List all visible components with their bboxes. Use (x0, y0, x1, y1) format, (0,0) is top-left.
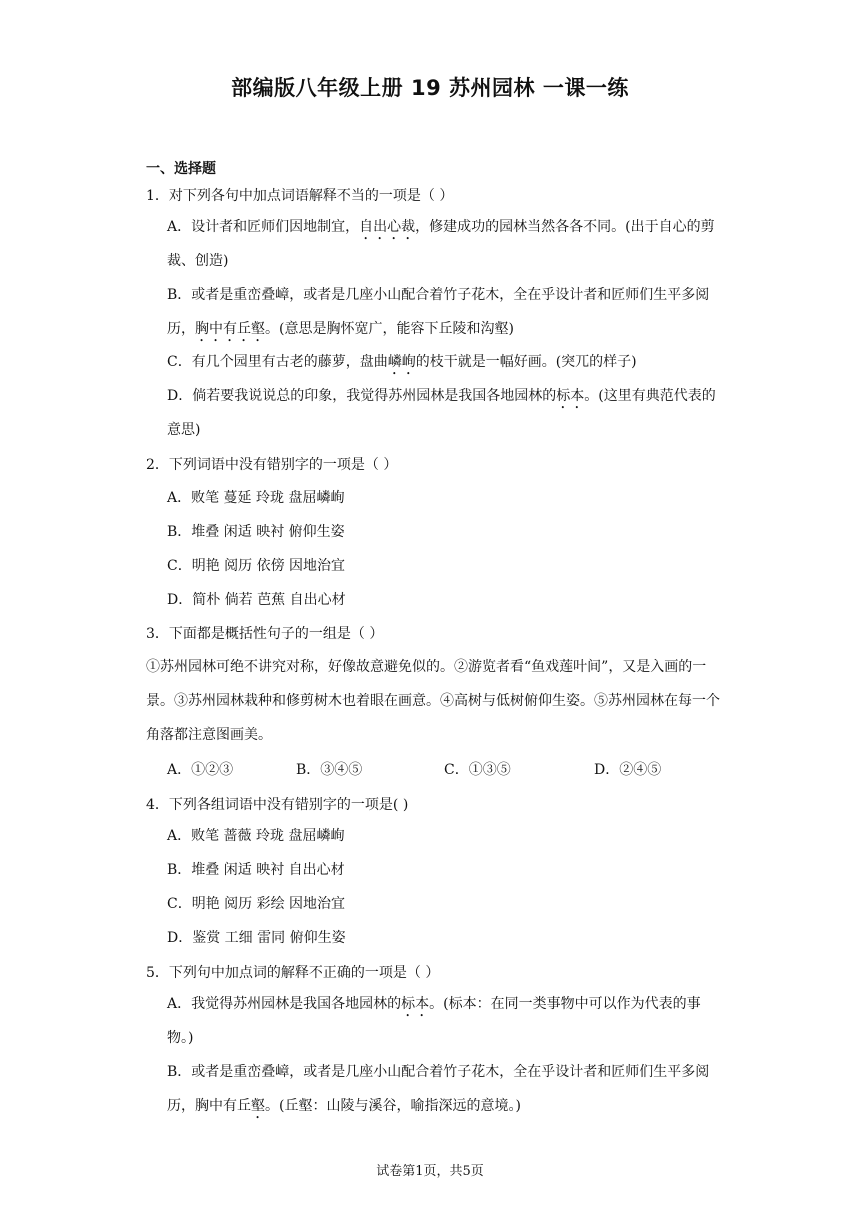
option-text: 。(意思是胸怀宽广，能容下丘陵和沟壑) (265, 321, 514, 337)
option-text: A．我觉得苏州园林是我国各地园林的 (167, 996, 402, 1012)
question-3-option-a: A．①②③ (167, 762, 234, 778)
question-1-stem: 1．对下列各句中加点词语解释不当的一项是（ ） (146, 188, 454, 204)
option-text: 的枝干就是一幅好画。(突兀的样子) (415, 354, 637, 370)
question-3-option-d: D．②④⑤ (594, 762, 662, 778)
question-3-option-b: B．③④⑤ (296, 762, 363, 778)
question-4-option-c: C．明艳 阅历 彩绘 因地治宜 (167, 896, 346, 912)
option-text: C．有几个园里有古老的藤萝，盘曲 (167, 354, 388, 370)
page-title: 部编版八年级上册 19 苏州园林 一课一练 (231, 76, 629, 100)
question-1-option-c (167, 345, 727, 379)
emphasized-word: 标本 (556, 388, 585, 404)
question-2-option-c: C．明艳 阅历 依傍 因地治宜 (167, 558, 346, 574)
question-2-option-b: B．堆叠 闲适 映衬 俯仰生姿 (167, 524, 345, 540)
question-4-option-a: A．败笔 蔷薇 玲珑 盘屈嶙峋 (167, 828, 345, 844)
option-text: D．倘若要我说说总的印象，我觉得苏州园林是我国各地园林的 (167, 388, 557, 404)
question-3-stem: 3．下面都是概括性句子的一组是（ ） (146, 626, 384, 642)
question-5-option-a (167, 987, 727, 1055)
option-text: 。(标本：在同一类事物中可以作为代表的事物。) (167, 996, 701, 1046)
option-text: B．或者是重峦叠嶂，或者是几座小山配合着竹子花木，全在乎设计者和匠师们生平多阅历，胸中有丘 (167, 1064, 710, 1114)
section-heading: 一、选择题 (146, 161, 216, 177)
emphasized-word: 标本 (401, 996, 430, 1012)
option-text: B．或者是重峦叠嶂，或者是几座小山配合着竹子花木，全在乎设计者和匠师们生平多阅历， (167, 287, 710, 337)
question-5-stem: 5．下列句中加点词的解释不正确的一项是（ ） (146, 965, 440, 981)
emphasized-word: 胸中有丘壑 (195, 321, 265, 337)
option-text: 。(这里有典范代表的意思) (167, 388, 716, 438)
question-1-option-a (167, 210, 727, 278)
question-2-option-a: A．败笔 蔓延 玲珑 盘屈嶙峋 (167, 490, 345, 506)
option-text: ，修建成功的园林当然各各不同。(出于自心的剪裁、创造) (167, 219, 715, 269)
question-4-option-b: B．堆叠 闲适 映衬 自出心材 (167, 862, 345, 878)
option-text: A．设计者和匠师们因地制宜， (167, 219, 360, 235)
emphasized-word: 壑 (251, 1098, 265, 1114)
question-1-option-b (167, 278, 727, 346)
question-4-stem: 4．下列各组词语中没有错别字的一项是( ) (146, 797, 409, 813)
option-text: 。(丘壑：山陵与溪谷，喻指深远的意境。) (265, 1098, 521, 1114)
question-2-stem: 2．下列词语中没有错别字的一项是（ ） (146, 457, 398, 473)
question-4-option-d: D．鉴赏 工细 雷同 俯仰生姿 (167, 930, 346, 946)
question-3-option-c: C．①③⑤ (444, 762, 511, 778)
question-1-option-d (167, 379, 727, 447)
question-5-option-b (167, 1055, 727, 1123)
question-3-passage: ①苏州园林可绝不讲究对称，好像故意避免似的。②游览者看“鱼戏莲叶间”，又是入画的一景。③苏州园林栽种和修剪树木也着眼在画意。④高树与低树俯仰生姿。⑤苏州园林在每一个角落都注意图画美。 (146, 659, 720, 743)
question-2-option-d: D．简朴 倘若 芭蕉 自出心材 (167, 592, 346, 608)
emphasized-word: 嶙峋 (387, 354, 416, 370)
page-footer: 试卷第1页，共5页 (376, 1164, 484, 1179)
emphasized-word: 自出心裁 (359, 219, 416, 235)
